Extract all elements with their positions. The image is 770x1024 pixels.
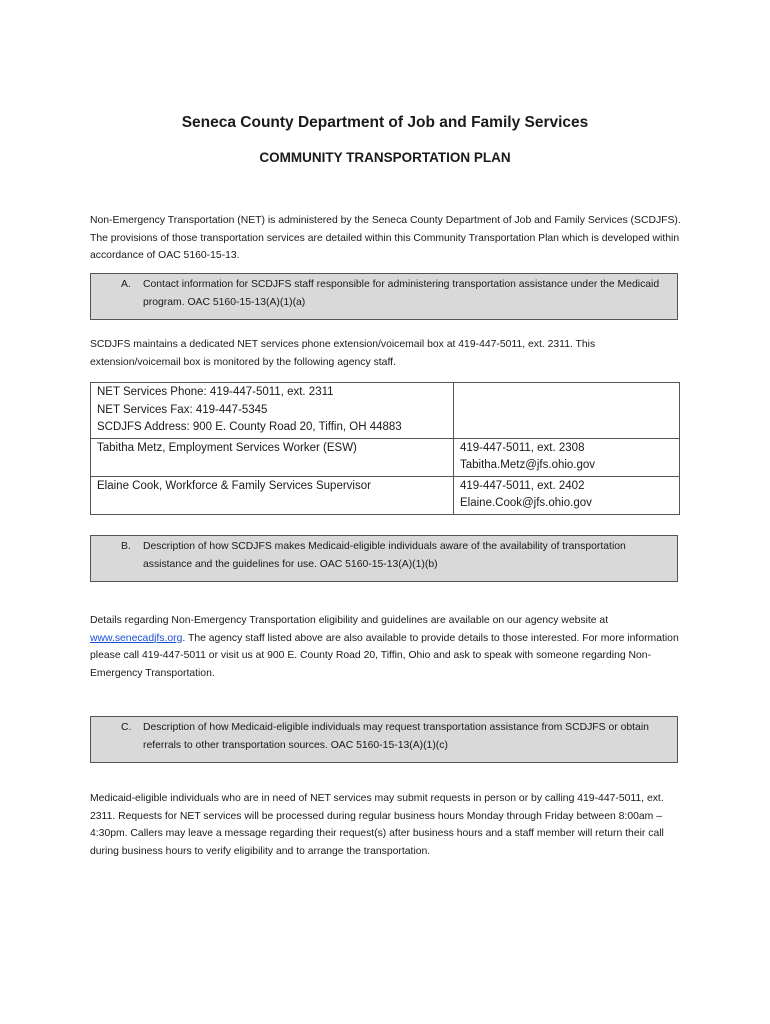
contact-email-metz: Tabitha.Metz@jfs.ohio.gov [460, 459, 596, 471]
section-c-heading: Description of how Medicaid-eligible individuals may request transportation assistance from SCDJFS or obtain referrals to other transportation sources. OAC 5160-15-13(A)(1)(c) [143, 722, 649, 751]
section-c-letter: C. [121, 722, 132, 733]
agency-title: Seneca County Department of Job and Family Services [181, 114, 589, 131]
section-b-text-after-link: . The agency staff listed above are also available to provide details to those interested. For more information please call 419-447-5011 or visit us at 900 E. County Road 20, Tiffin, Ohio and ask to speak with someone regarding Non-Emergency Transportation. [90, 632, 679, 679]
scdjfs-address: SCDJFS Address: 900 E. County Road 20, Tiffin, OH 44883 [97, 421, 402, 433]
contact-phone-cook: 419-447-5011, ext. 2402 [460, 479, 585, 492]
contact-email-cook: Elaine.Cook@jfs.ohio.gov [460, 497, 592, 509]
table-row [91, 476, 680, 514]
section-b-heading: Description of how SCDJFS makes Medicaid-eligible individuals aware of the availability of transportation assistance and the guidelines for use. OAC 5160-15-13(A)(1)(b) [143, 541, 626, 570]
section-b-box [90, 535, 678, 582]
plan-title: COMMUNITY TRANSPORTATION PLAN [259, 150, 511, 165]
section-a-paragraph: SCDJFS maintains a dedicated NET services phone extension/voicemail box at 419-447-5011, ext. 2311. This extension/voicemail box is monitored by the following agency staff. [90, 339, 596, 368]
contact-info-cook [454, 476, 680, 514]
agency-website-link[interactable]: www.senecadjfs.org [90, 632, 183, 644]
table-row [91, 383, 680, 439]
contact-name-metz: Tabitha Metz, Employment Services Worker (ESW) [91, 438, 454, 476]
net-phone: NET Services Phone: 419-447-5011, ext. 2311 [97, 386, 334, 398]
contact-name-cook: Elaine Cook, Workforce & Family Services Supervisor [91, 476, 454, 514]
empty-cell [454, 383, 680, 439]
contact-phone-metz: 419-447-5011, ext. 2308 [460, 441, 585, 454]
section-a-box [90, 273, 678, 320]
section-c-paragraph: Medicaid-eligible individuals who are in need of NET services may submit requests in person or by calling 419-447-5011, ext. 2311. Requests for NET services will be processed during regular business hours Monday through Friday between 8:00am – 4:30pm. Callers may leave a message regarding their request(s) after business hours and a staff member will return their call during business hours to verify eligibility and to arrange the transportation. [90, 793, 664, 857]
contact-info-metz [454, 438, 680, 476]
net-fax: NET Services Fax: 419-447-5345 [97, 403, 268, 416]
section-b-text-before-link: Details regarding Non-Emergency Transportation eligibility and guidelines are available on our agency website at [90, 615, 609, 626]
section-c-box [90, 716, 678, 763]
intro-paragraph: Non-Emergency Transportation (NET) is administered by the Seneca County Department of Job and Family Services (SCDJFS). The provisions of those transportation services are detailed within this Community Transportation Plan which is developed within accordance of OAC 5160-15-13. [90, 215, 681, 262]
section-b-letter: B. [121, 541, 131, 552]
section-b-paragraph [90, 612, 682, 682]
net-services-cell [91, 383, 454, 439]
contacts-table [90, 382, 680, 515]
table-row [91, 438, 680, 476]
section-a-heading: Contact information for SCDJFS staff responsible for administering transportation assistance under the Medicaid program. OAC 5160-15-13(A)(1)(a) [143, 279, 660, 308]
section-a-letter: A. [121, 279, 131, 290]
